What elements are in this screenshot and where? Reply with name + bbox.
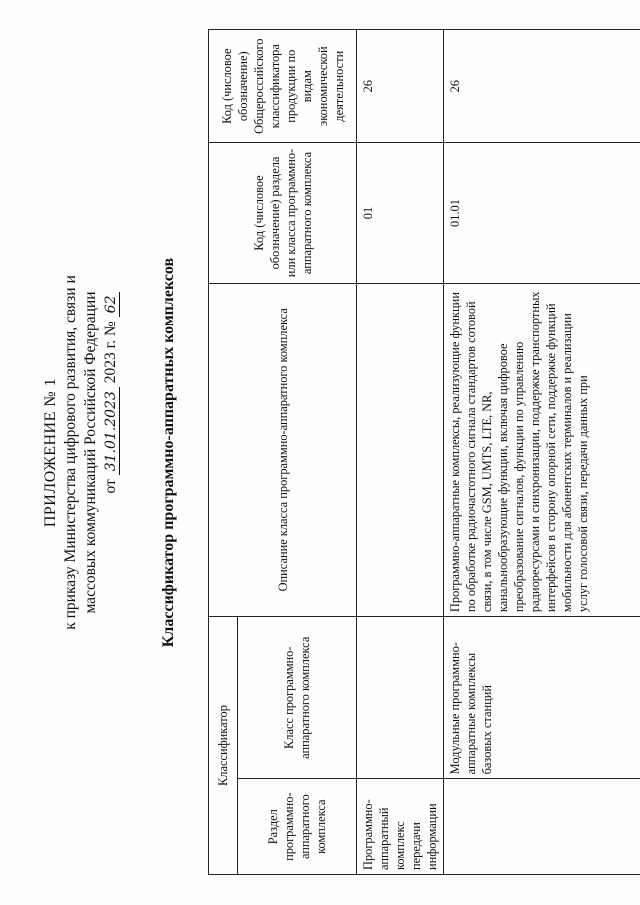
- appendix-order-line: к приказу Министерства цифрового развития, связи и: [62, 275, 79, 630]
- appendix-ministry-line: массовых коммуникаций Российской Федерации: [82, 291, 99, 614]
- year-number-text: 2023 г. №: [102, 321, 119, 384]
- from-prefix: от: [102, 479, 119, 494]
- header-class: Класс программно-аппаратного комплекса: [238, 617, 357, 779]
- cell-okpd: 26: [444, 30, 640, 143]
- header-code-okved: Код (числовое обозначение) Общероссийского классификатора продукции по видам экономической деятельности: [209, 30, 357, 143]
- header-classifier: Классификатор: [209, 617, 238, 875]
- appendix-date-number-line: [102, 0, 120, 845]
- handwritten-date: 31.01.2023: [103, 387, 120, 475]
- classifier-table: [208, 29, 640, 875]
- cell-okpd: 26: [357, 30, 444, 143]
- cell-section: Программно-аппаратный комплекс передачи информации: [357, 779, 444, 875]
- header-section: Раздел программно-аппаратного комплекса: [238, 779, 357, 875]
- appendix-title: ПРИЛОЖЕНИЕ № 1: [42, 377, 59, 528]
- header-code-section: Код (числовое обозначение) раздела или класса программно-аппаратного комплекса: [209, 143, 357, 283]
- cell-description: [357, 283, 444, 617]
- cell-class: Модульные программно-аппаратные комплексы базовых станций: [444, 617, 640, 779]
- header-description: Описание класса программно-аппаратного комплекса: [209, 283, 357, 617]
- handwritten-number: 62: [103, 292, 120, 318]
- table-row: [444, 30, 640, 875]
- cell-description: Программно-аппаратные комплексы, реализующие функции по обработке радиочастотного сигнала стандартов сотовой связи, в том числе GSM, UMTS, LTE, NR, канальнообразующие функции, включая цифровое преобразование сигналов, функции по управлению радиоресурсами и синхронизации, поддержке транспортных интерфейсов в сторону опорной сети, поддержке функций мобильности для абонентских терминалов и реализации услуг голосовой связи, передачи данных при: [444, 283, 640, 617]
- cell-code: 01: [357, 143, 444, 283]
- cell-section: [444, 779, 640, 875]
- cell-code: 01.01: [444, 143, 640, 283]
- table-row: [357, 30, 444, 875]
- cell-class: [357, 617, 444, 779]
- document-title: Классификатор программно-аппаратных комплексов: [160, 257, 177, 648]
